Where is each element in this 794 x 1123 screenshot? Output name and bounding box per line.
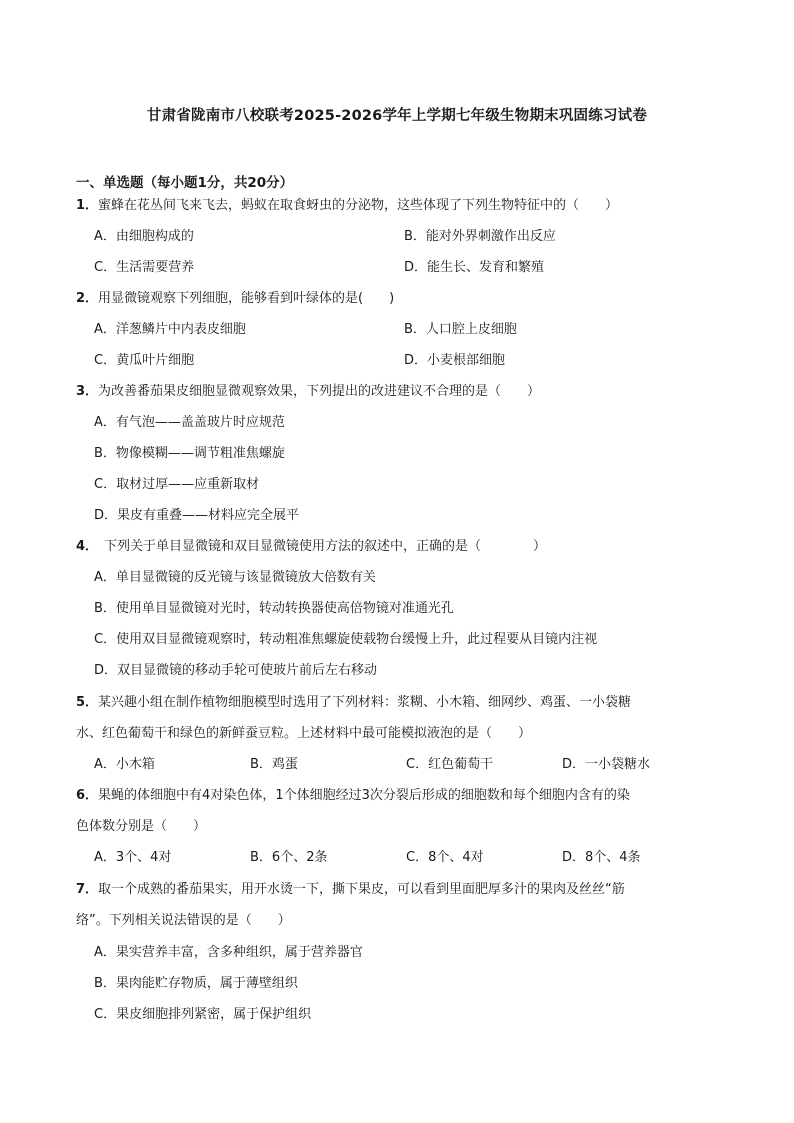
question-number: 7．	[76, 882, 99, 897]
question-text-line-2: 水、红色葡萄干和绿色的新鲜蚕豆粒。上述材料中最可能模拟液泡的是（ ）	[76, 726, 532, 741]
question-5-continued	[76, 718, 716, 749]
option-c[interactable]: C．红色葡萄干	[406, 757, 494, 772]
question-6	[76, 780, 716, 811]
question-7-option-b-row	[94, 968, 734, 999]
question-6-options	[94, 842, 734, 873]
question-text-line-1: 取一个成熟的番茄果实，用开水烫一下，撕下果皮，可以看到里面肥厚多汁的果肉及丝丝“筋	[98, 882, 625, 897]
question-number: 4．	[76, 539, 99, 554]
option-b[interactable]: B．物像模糊——调节粗准焦螺旋	[94, 446, 285, 461]
question-number: 2．	[76, 291, 99, 306]
option-c[interactable]: C．黄瓜叶片细胞	[94, 353, 195, 368]
question-number: 1．	[76, 198, 99, 213]
question-text-line-1: 果蝇的体细胞中有4对染色体，1个体细胞经过3次分裂后形成的细胞数和每个细胞内含有的染	[98, 788, 630, 803]
question-1	[76, 190, 716, 221]
question-text: 下列关于单目显微镜和双目显微镜使用方法的叙述中，正确的是（ ）	[104, 539, 547, 554]
question-text-line-2: 络”。下列相关说法错误的是（ ）	[76, 913, 291, 928]
option-d[interactable]: D．双目显微镜的移动手轮可使玻片前后左右移动	[94, 663, 378, 678]
question-text: 为改善番茄果皮细胞显微观察效果，下列提出的改进建议不合理的是（ ）	[98, 384, 541, 399]
option-a[interactable]: A．单目显微镜的反光镜与该显微镜放大倍数有关	[94, 570, 376, 585]
question-4-option-d-row	[94, 655, 734, 686]
option-a[interactable]: A．小木箱	[94, 757, 155, 772]
option-d[interactable]: D．小麦根部细胞	[404, 353, 506, 368]
question-text-line-1: 某兴趣小组在制作植物细胞模型时选用了下列材料：浆糊、小木箱、细网纱、鸡蛋、一小袋糖	[98, 695, 632, 710]
question-4-option-c-row	[94, 624, 734, 655]
question-3-option-d-row	[94, 500, 734, 531]
question-1-options-row-1	[94, 221, 734, 252]
option-c[interactable]: C．8个、4对	[406, 850, 484, 865]
question-1-options-row-2	[94, 252, 734, 283]
question-4	[76, 531, 716, 562]
question-3	[76, 376, 716, 407]
question-6-continued	[76, 811, 716, 842]
question-4-option-b-row	[94, 593, 734, 624]
option-b[interactable]: B．使用单目显微镜对光时，转动转换器使高倍物镜对准通光孔	[94, 601, 454, 616]
option-a[interactable]: A．3个、4对	[94, 850, 172, 865]
question-7-option-c-row	[94, 999, 734, 1030]
question-7-continued	[76, 905, 716, 936]
question-3-option-c-row	[94, 469, 734, 500]
question-number: 6．	[76, 788, 99, 803]
option-c[interactable]: C．使用双目显微镜观察时，转动粗准焦螺旋使载物台缓慢上升，此过程要从目镜内注视	[94, 632, 598, 647]
page-title: 甘肃省陇南市八校联考2025-2026学年上学期七年级生物期末巩固练习试卷	[146, 108, 648, 124]
question-text: 蜜蜂在花丛间飞来飞去，蚂蚁在取食蚜虫的分泌物，这些体现了下列生物特征中的（ ）	[98, 198, 619, 213]
section-heading: 一、单选题（每小题1分，共20分）	[76, 175, 294, 191]
option-b[interactable]: B．能对外界刺激作出反应	[404, 229, 556, 244]
question-3-option-b-row	[94, 438, 734, 469]
question-5	[76, 687, 716, 718]
option-c[interactable]: C．取材过厚——应重新取材	[94, 477, 260, 492]
question-4-option-a-row	[94, 562, 734, 593]
option-b[interactable]: B．果肉能贮存物质，属于薄壁组织	[94, 976, 298, 991]
question-7-option-a-row	[94, 937, 734, 968]
option-b[interactable]: B．人口腔上皮细胞	[404, 322, 517, 337]
question-text: 用显微镜观察下列细胞，能够看到叶绿体的是( )	[98, 291, 395, 306]
question-5-options	[94, 749, 734, 780]
question-7	[76, 874, 716, 905]
question-3-option-a-row	[94, 407, 734, 438]
option-a[interactable]: A．果实营养丰富，含多种组织，属于营养器官	[94, 945, 363, 960]
option-a[interactable]: A．有气泡——盖盖玻片时应规范	[94, 415, 285, 430]
question-number: 3．	[76, 384, 99, 399]
question-text-line-2: 色体数分别是（ ）	[76, 819, 207, 834]
question-2	[76, 283, 716, 314]
option-d[interactable]: D．果皮有重叠——材料应完全展平	[94, 508, 300, 523]
option-c[interactable]: C．果皮细胞排列紧密，属于保护组织	[94, 1007, 312, 1022]
option-b[interactable]: B．6个、2条	[250, 850, 328, 865]
option-a[interactable]: A．由细胞构成的	[94, 229, 194, 244]
option-b[interactable]: B．鸡蛋	[250, 757, 298, 772]
option-a[interactable]: A．洋葱鳞片中内表皮细胞	[94, 322, 246, 337]
option-d[interactable]: D．能生长、发育和繁殖	[404, 260, 545, 275]
question-2-options-row-2	[94, 345, 734, 376]
question-2-options-row-1	[94, 314, 734, 345]
option-d[interactable]: D．8个、4条	[562, 850, 641, 865]
option-d[interactable]: D．一小袋糖水	[562, 757, 651, 772]
question-number: 5．	[76, 695, 99, 710]
option-c[interactable]: C．生活需要营养	[94, 260, 195, 275]
